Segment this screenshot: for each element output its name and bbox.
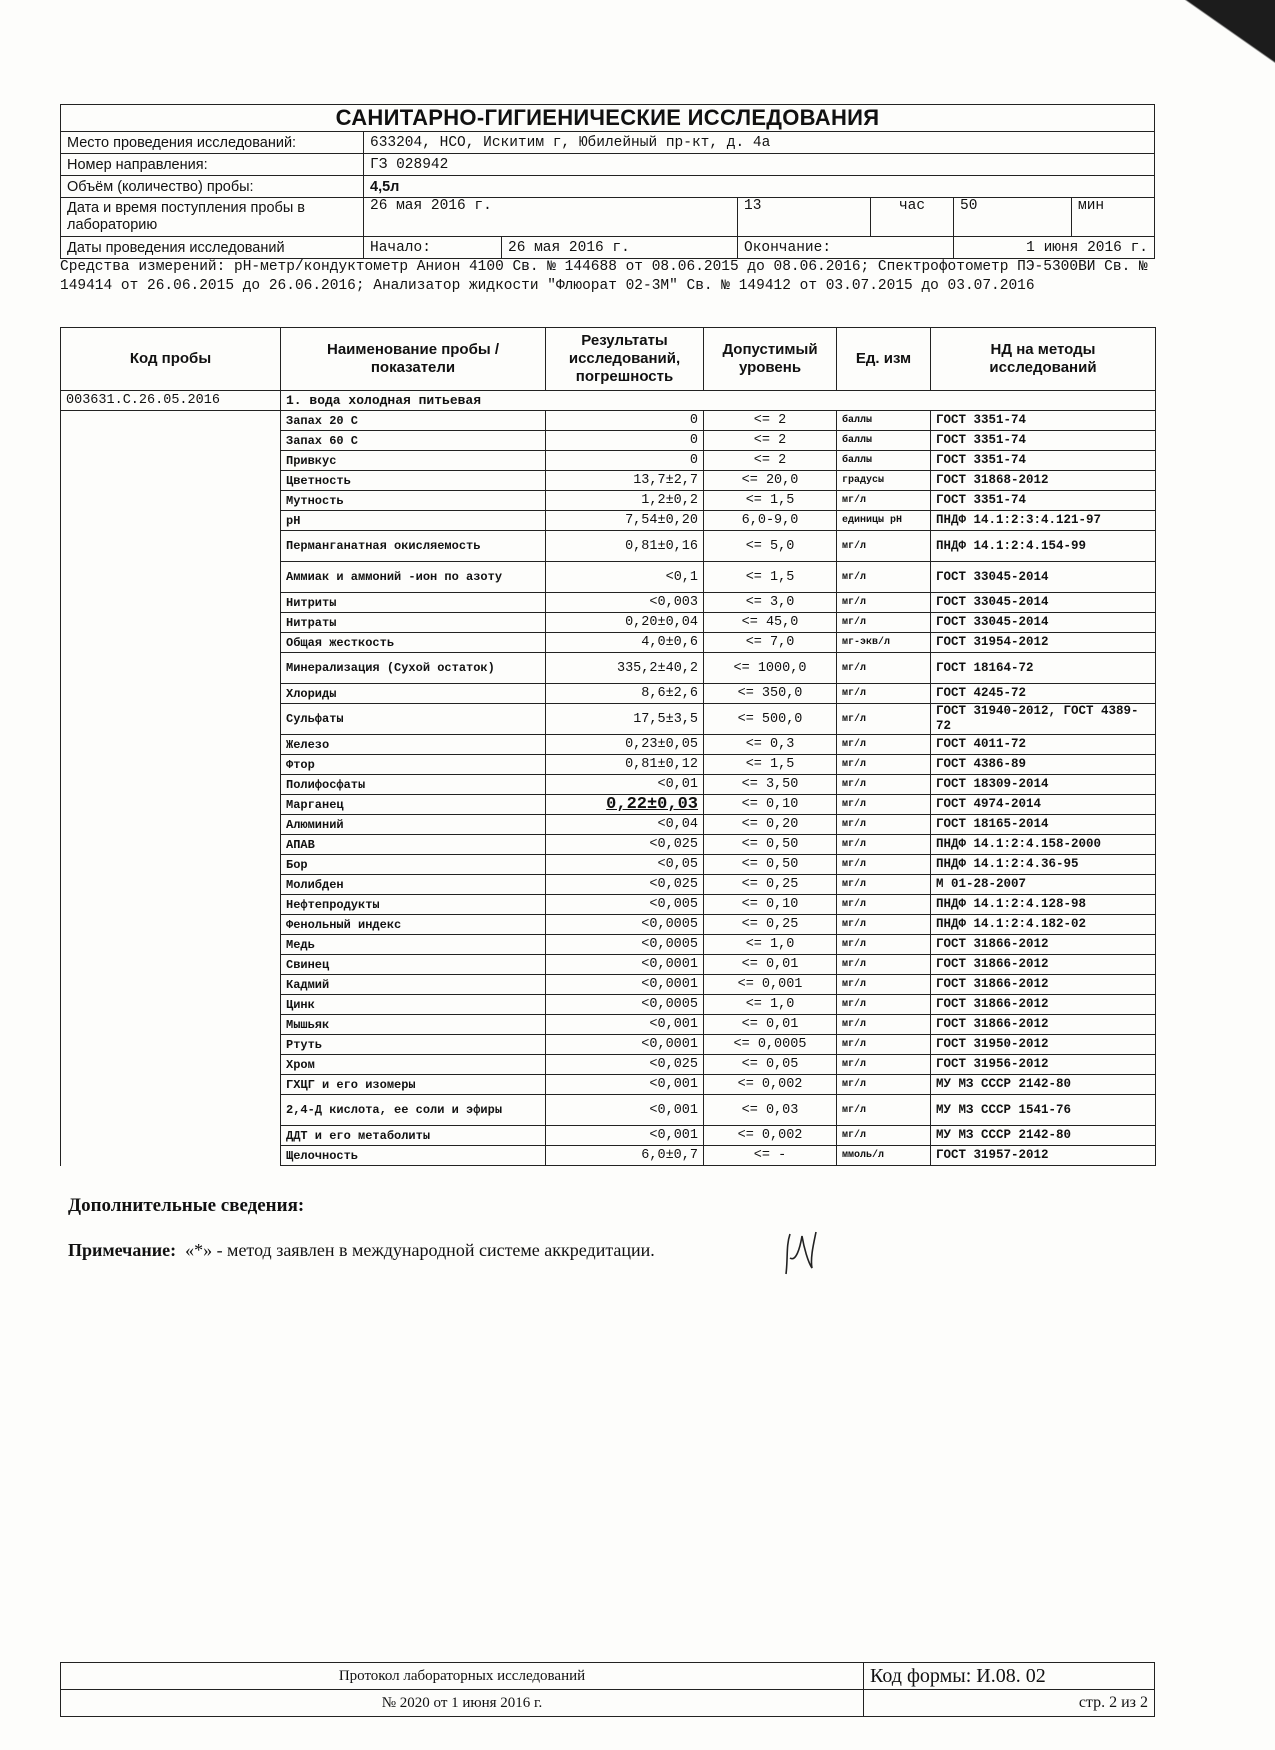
row-code-cell	[61, 855, 281, 875]
table-row	[61, 431, 1156, 451]
row-unit: мг/л	[837, 915, 931, 935]
row-name: Нитраты	[281, 613, 546, 633]
note	[68, 1240, 655, 1261]
row-method: ГОСТ 3351-74	[931, 431, 1156, 451]
table-row	[61, 1095, 1156, 1126]
table-row	[61, 1035, 1156, 1055]
row-result: 4,0±0,6	[546, 633, 704, 653]
row-method: ГОСТ 33045-2014	[931, 593, 1156, 613]
row-name: Полифосфаты	[281, 775, 546, 795]
row-unit: мг/л	[837, 1126, 931, 1146]
row-name: Привкус	[281, 451, 546, 471]
note-text: «*» - метод заявлен в международной системе аккредитации.	[185, 1240, 655, 1260]
row-method: МУ МЗ СССР 2142-80	[931, 1075, 1156, 1095]
row-name: ГХЦГ и его изомеры	[281, 1075, 546, 1095]
table-row	[61, 955, 1156, 975]
row-code-cell	[61, 491, 281, 511]
row-limit: <= 0,25	[704, 875, 837, 895]
col-name-header: Наименование пробы / показатели	[281, 328, 546, 391]
col-method-header: НД на методы исследований	[931, 328, 1156, 391]
row-result: 0	[546, 451, 704, 471]
row-limit: <= 0,002	[704, 1075, 837, 1095]
row-name: Фенольный индекс	[281, 915, 546, 935]
row-code-cell	[61, 975, 281, 995]
row-limit: <= 1,5	[704, 491, 837, 511]
row-result: 6,0±0,7	[546, 1146, 704, 1166]
table-row	[61, 653, 1156, 684]
table-row	[61, 1146, 1156, 1166]
table-row	[61, 835, 1156, 855]
row-code-cell	[61, 593, 281, 613]
row-code-cell	[61, 633, 281, 653]
row-limit: <= 1,5	[704, 562, 837, 593]
row-method: ГОСТ 3351-74	[931, 411, 1156, 431]
row-result: <0,003	[546, 593, 704, 613]
note-label: Примечание:	[68, 1240, 177, 1260]
row-method: ГОСТ 31950-2012	[931, 1035, 1156, 1055]
sample-name: 1. вода холодная питьевая	[281, 391, 1156, 411]
footer-table	[60, 1662, 1155, 1717]
direction-value: ГЗ 028942	[364, 154, 1155, 176]
row-code-cell	[61, 995, 281, 1015]
row-name: Цветность	[281, 471, 546, 491]
table-row	[61, 1075, 1156, 1095]
row-result: 0	[546, 411, 704, 431]
row-name: Сульфаты	[281, 704, 546, 735]
row-limit: <= 0,10	[704, 895, 837, 915]
row-method: ПНДФ 14.1:2:4.36-95	[931, 855, 1156, 875]
row-result: <0,001	[546, 1095, 704, 1126]
row-code-cell	[61, 1095, 281, 1126]
row-result: <0,0005	[546, 915, 704, 935]
results-table	[60, 327, 1156, 1166]
row-result: <0,025	[546, 875, 704, 895]
table-row	[61, 875, 1156, 895]
row-result: <0,001	[546, 1126, 704, 1146]
row-unit: мг/л	[837, 684, 931, 704]
end-label: Окончание:	[738, 237, 954, 259]
row-result: <0,005	[546, 895, 704, 915]
table-row	[61, 1126, 1156, 1146]
table-row	[61, 975, 1156, 995]
row-unit: мг/л	[837, 835, 931, 855]
protocol-title: Протокол лабораторных исследований	[61, 1663, 864, 1690]
row-code-cell	[61, 451, 281, 471]
row-method: МУ МЗ СССР 1541-76	[931, 1095, 1156, 1126]
row-result: <0,0001	[546, 975, 704, 995]
row-unit: мг/л	[837, 855, 931, 875]
row-code-cell	[61, 431, 281, 451]
row-method: ГОСТ 18164-72	[931, 653, 1156, 684]
row-method: ГОСТ 31956-2012	[931, 1055, 1156, 1075]
row-limit: <= 1,5	[704, 755, 837, 775]
row-method: ГОСТ 31868-2012	[931, 471, 1156, 491]
place-label: Место проведения исследований:	[61, 132, 364, 154]
row-result: 335,2±40,2	[546, 653, 704, 684]
row-result: 0,81±0,16	[546, 531, 704, 562]
row-name: Запах 20 С	[281, 411, 546, 431]
row-limit: <= 2	[704, 411, 837, 431]
row-unit: мг/л	[837, 491, 931, 511]
row-limit: <= 0,3	[704, 735, 837, 755]
row-method: ГОСТ 31866-2012	[931, 1015, 1156, 1035]
document-title: САНИТАРНО-ГИГИЕНИЧЕСКИЕ ИССЛЕДОВАНИЯ	[61, 105, 1155, 132]
row-name: Ртуть	[281, 1035, 546, 1055]
col-result-header: Результаты исследований, погрешность	[546, 328, 704, 391]
row-unit: мг/л	[837, 975, 931, 995]
row-result: <0,1	[546, 562, 704, 593]
handwritten-signature	[780, 1228, 820, 1276]
row-name: Бор	[281, 855, 546, 875]
page-corner-fold	[1125, 0, 1275, 100]
row-code-cell	[61, 653, 281, 684]
row-code-cell	[61, 562, 281, 593]
min-label: мин	[1072, 198, 1155, 237]
table-row	[61, 684, 1156, 704]
row-code-cell	[61, 411, 281, 431]
direction-label: Номер направления:	[61, 154, 364, 176]
row-result: 0	[546, 431, 704, 451]
row-limit: <= 0,001	[704, 975, 837, 995]
row-code-cell	[61, 613, 281, 633]
table-row	[61, 795, 1156, 815]
arrival-hour: 13	[738, 198, 871, 237]
row-unit: мг/л	[837, 815, 931, 835]
measurement-means: Средства измерений: рН-метр/кондуктометр Анион 4100 Св. № 144688 от 08.06.2015 до 08.06.2016; Спектрофотометр ПЭ-5300ВИ Св. № 149414 от 26.06.2015 до 26.06.2016; Анализатор жидкости "Флюорат 02-3М" Св. № 149412 от 03.07.2015 до 03.07.2016	[60, 259, 1148, 294]
row-limit: <= 5,0	[704, 531, 837, 562]
row-code-cell	[61, 1055, 281, 1075]
row-limit: <= 2	[704, 431, 837, 451]
row-code-cell	[61, 704, 281, 735]
row-limit: <= 500,0	[704, 704, 837, 735]
row-method: ПНДФ 14.1:2:3:4.121-97	[931, 511, 1156, 531]
row-result: 0,22±0,03	[546, 795, 704, 815]
row-unit: мг/л	[837, 875, 931, 895]
row-limit: <= 1,0	[704, 995, 837, 1015]
row-code-cell	[61, 875, 281, 895]
row-unit: мг/л	[837, 1035, 931, 1055]
row-unit: баллы	[837, 451, 931, 471]
table-row	[61, 855, 1156, 875]
arrival-min: 50	[954, 198, 1072, 237]
row-limit: <= 0,25	[704, 915, 837, 935]
row-unit: градусы	[837, 471, 931, 491]
row-code-cell	[61, 1015, 281, 1035]
row-method: ПНДФ 14.1:2:4.158-2000	[931, 835, 1156, 855]
row-result: <0,0001	[546, 1035, 704, 1055]
row-result: <0,04	[546, 815, 704, 835]
header-table	[60, 104, 1155, 259]
table-row	[61, 915, 1156, 935]
row-result: 17,5±3,5	[546, 704, 704, 735]
row-name: Хром	[281, 1055, 546, 1075]
table-row	[61, 593, 1156, 613]
row-method: ГОСТ 4011-72	[931, 735, 1156, 755]
row-result: 0,20±0,04	[546, 613, 704, 633]
row-unit: мг/л	[837, 735, 931, 755]
row-limit: <= 20,0	[704, 471, 837, 491]
row-name: Кадмий	[281, 975, 546, 995]
row-limit: 6,0-9,0	[704, 511, 837, 531]
row-method: ПНДФ 14.1:2:4.154-99	[931, 531, 1156, 562]
row-result: 13,7±2,7	[546, 471, 704, 491]
row-method: МУ МЗ СССР 2142-80	[931, 1126, 1156, 1146]
row-name: Молибден	[281, 875, 546, 895]
table-row	[61, 935, 1156, 955]
row-name: Запах 60 С	[281, 431, 546, 451]
row-unit: мг/л	[837, 955, 931, 975]
table-row	[61, 633, 1156, 653]
volume-label: Объём (количество) пробы:	[61, 176, 364, 198]
row-unit: мг/л	[837, 593, 931, 613]
row-method: ГОСТ 3351-74	[931, 491, 1156, 511]
row-result: 1,2±0,2	[546, 491, 704, 511]
row-code-cell	[61, 1035, 281, 1055]
row-unit: мг/л	[837, 995, 931, 1015]
row-result: <0,001	[546, 1015, 704, 1035]
row-result: <0,025	[546, 835, 704, 855]
sample-code: 003631.С.26.05.2016	[61, 391, 281, 411]
row-name: Мутность	[281, 491, 546, 511]
row-unit: мг/л	[837, 935, 931, 955]
row-method: ГОСТ 18165-2014	[931, 815, 1156, 835]
row-name: Алюминий	[281, 815, 546, 835]
row-result: <0,0005	[546, 995, 704, 1015]
arrival-label: Дата и время поступления пробы в лабораторию	[61, 198, 364, 237]
row-unit: мг-экв/л	[837, 633, 931, 653]
row-unit: мг/л	[837, 704, 931, 735]
row-limit: <= 2	[704, 451, 837, 471]
row-method: ГОСТ 4245-72	[931, 684, 1156, 704]
row-code-cell	[61, 1126, 281, 1146]
row-unit: баллы	[837, 411, 931, 431]
row-code-cell	[61, 775, 281, 795]
row-limit: <= 0,50	[704, 835, 837, 855]
row-method: ГОСТ 31866-2012	[931, 995, 1156, 1015]
row-unit: мг/л	[837, 775, 931, 795]
row-unit: единицы pH	[837, 511, 931, 531]
row-name: Хлориды	[281, 684, 546, 704]
additional-info-label: Дополнительные сведения:	[68, 1195, 305, 1216]
row-name: Марганец	[281, 795, 546, 815]
col-limit-header: Допустимый уровень	[704, 328, 837, 391]
row-code-cell	[61, 915, 281, 935]
row-unit: мг/л	[837, 1075, 931, 1095]
row-code-cell	[61, 835, 281, 855]
hour-label: час	[871, 198, 954, 237]
row-limit: <= 3,50	[704, 775, 837, 795]
col-code-header: Код пробы	[61, 328, 281, 391]
row-method: ГОСТ 31940-2012, ГОСТ 4389-72	[931, 704, 1156, 735]
start-value: 26 мая 2016 г.	[502, 237, 738, 259]
row-limit: <= 0,03	[704, 1095, 837, 1126]
row-name: Нефтепродукты	[281, 895, 546, 915]
row-name: Нитриты	[281, 593, 546, 613]
form-code: Код формы: И.08. 02	[864, 1663, 1155, 1690]
row-result: 8,6±2,6	[546, 684, 704, 704]
row-method: М 01-28-2007	[931, 875, 1156, 895]
row-limit: <= 0,05	[704, 1055, 837, 1075]
volume-value: 4,5л	[364, 176, 1155, 198]
end-value: 1 июня 2016 г.	[954, 237, 1155, 259]
row-method: ГОСТ 31866-2012	[931, 975, 1156, 995]
dates-label: Даты проведения исследований	[61, 237, 364, 259]
place-value: 633204, НСО, Искитим г, Юбилейный пр-кт, д. 4а	[364, 132, 1155, 154]
table-row	[61, 451, 1156, 471]
row-name: Медь	[281, 935, 546, 955]
row-unit: мг/л	[837, 562, 931, 593]
table-row	[61, 1055, 1156, 1075]
table-row	[61, 411, 1156, 431]
table-row	[61, 815, 1156, 835]
row-unit: мг/л	[837, 1015, 931, 1035]
table-row	[61, 531, 1156, 562]
row-result: 0,81±0,12	[546, 755, 704, 775]
row-name: Щелочность	[281, 1146, 546, 1166]
row-code-cell	[61, 735, 281, 755]
row-method: ГОСТ 3351-74	[931, 451, 1156, 471]
row-code-cell	[61, 815, 281, 835]
row-unit: мг/л	[837, 895, 931, 915]
col-unit-header: Ед. изм	[837, 328, 931, 391]
row-name: Аммиак и аммоний -ион по азоту	[281, 562, 546, 593]
row-name: Фтор	[281, 755, 546, 775]
row-unit: баллы	[837, 431, 931, 451]
row-name: Минерализация (Сухой остаток)	[281, 653, 546, 684]
table-row	[61, 562, 1156, 593]
row-name: Железо	[281, 735, 546, 755]
row-limit: <= 1000,0	[704, 653, 837, 684]
row-unit: мг/л	[837, 653, 931, 684]
row-name: Общая жесткость	[281, 633, 546, 653]
table-row	[61, 511, 1156, 531]
table-row	[61, 613, 1156, 633]
row-method: ГОСТ 4974-2014	[931, 795, 1156, 815]
table-row	[61, 1015, 1156, 1035]
row-limit: <= 0,0005	[704, 1035, 837, 1055]
row-result: <0,01	[546, 775, 704, 795]
row-code-cell	[61, 955, 281, 975]
row-method: ГОСТ 33045-2014	[931, 613, 1156, 633]
row-limit: <= 0,002	[704, 1126, 837, 1146]
row-result: 7,54±0,20	[546, 511, 704, 531]
row-method: ГОСТ 31866-2012	[931, 955, 1156, 975]
row-result: 0,23±0,05	[546, 735, 704, 755]
row-code-cell	[61, 531, 281, 562]
row-unit: мг/л	[837, 613, 931, 633]
row-limit: <= 3,0	[704, 593, 837, 613]
row-result: <0,0005	[546, 935, 704, 955]
table-row	[61, 895, 1156, 915]
table-row	[61, 491, 1156, 511]
row-name: Перманганатная окисляемость	[281, 531, 546, 562]
row-method: ГОСТ 18309-2014	[931, 775, 1156, 795]
row-method: ГОСТ 31866-2012	[931, 935, 1156, 955]
row-name: Свинец	[281, 955, 546, 975]
row-unit: мг/л	[837, 1095, 931, 1126]
row-unit: мг/л	[837, 1055, 931, 1075]
row-result: <0,025	[546, 1055, 704, 1075]
row-name: Цинк	[281, 995, 546, 1015]
row-code-cell	[61, 511, 281, 531]
row-limit: <= 7,0	[704, 633, 837, 653]
table-row	[61, 995, 1156, 1015]
row-method: ПНДФ 14.1:2:4.182-02	[931, 915, 1156, 935]
row-method: ГОСТ 33045-2014	[931, 562, 1156, 593]
table-row	[61, 471, 1156, 491]
row-result: <0,05	[546, 855, 704, 875]
row-limit: <= 45,0	[704, 613, 837, 633]
row-code-cell	[61, 1146, 281, 1166]
row-unit: мг/л	[837, 795, 931, 815]
row-code-cell	[61, 935, 281, 955]
row-limit: <= -	[704, 1146, 837, 1166]
row-limit: <= 0,01	[704, 1015, 837, 1035]
row-code-cell	[61, 895, 281, 915]
row-limit: <= 1,0	[704, 935, 837, 955]
row-code-cell	[61, 471, 281, 491]
row-name: АПАВ	[281, 835, 546, 855]
row-name: 2,4-Д кислота, ее соли и эфиры	[281, 1095, 546, 1126]
row-method: ГОСТ 4386-89	[931, 755, 1156, 775]
table-row	[61, 704, 1156, 735]
row-limit: <= 0,20	[704, 815, 837, 835]
row-method: ГОСТ 31954-2012	[931, 633, 1156, 653]
page-number: стр. 2 из 2	[864, 1690, 1155, 1717]
row-unit: мг/л	[837, 531, 931, 562]
row-result: <0,0001	[546, 955, 704, 975]
row-unit: ммоль/л	[837, 1146, 931, 1166]
row-limit: <= 0,50	[704, 855, 837, 875]
table-row	[61, 735, 1156, 755]
table-row	[61, 775, 1156, 795]
row-unit: мг/л	[837, 755, 931, 775]
row-name: ДДТ и его метаболиты	[281, 1126, 546, 1146]
row-code-cell	[61, 684, 281, 704]
row-code-cell	[61, 1075, 281, 1095]
row-name: Мышьяк	[281, 1015, 546, 1035]
row-result: <0,001	[546, 1075, 704, 1095]
row-limit: <= 0,10	[704, 795, 837, 815]
table-row	[61, 755, 1156, 775]
row-limit: <= 0,01	[704, 955, 837, 975]
row-name: pH	[281, 511, 546, 531]
protocol-number: № 2020 от 1 июня 2016 г.	[61, 1690, 864, 1717]
arrival-date: 26 мая 2016 г.	[364, 198, 738, 237]
row-limit: <= 350,0	[704, 684, 837, 704]
row-code-cell	[61, 755, 281, 775]
row-method: ГОСТ 31957-2012	[931, 1146, 1156, 1166]
start-label: Начало:	[364, 237, 502, 259]
row-method: ПНДФ 14.1:2:4.128-98	[931, 895, 1156, 915]
row-code-cell	[61, 795, 281, 815]
